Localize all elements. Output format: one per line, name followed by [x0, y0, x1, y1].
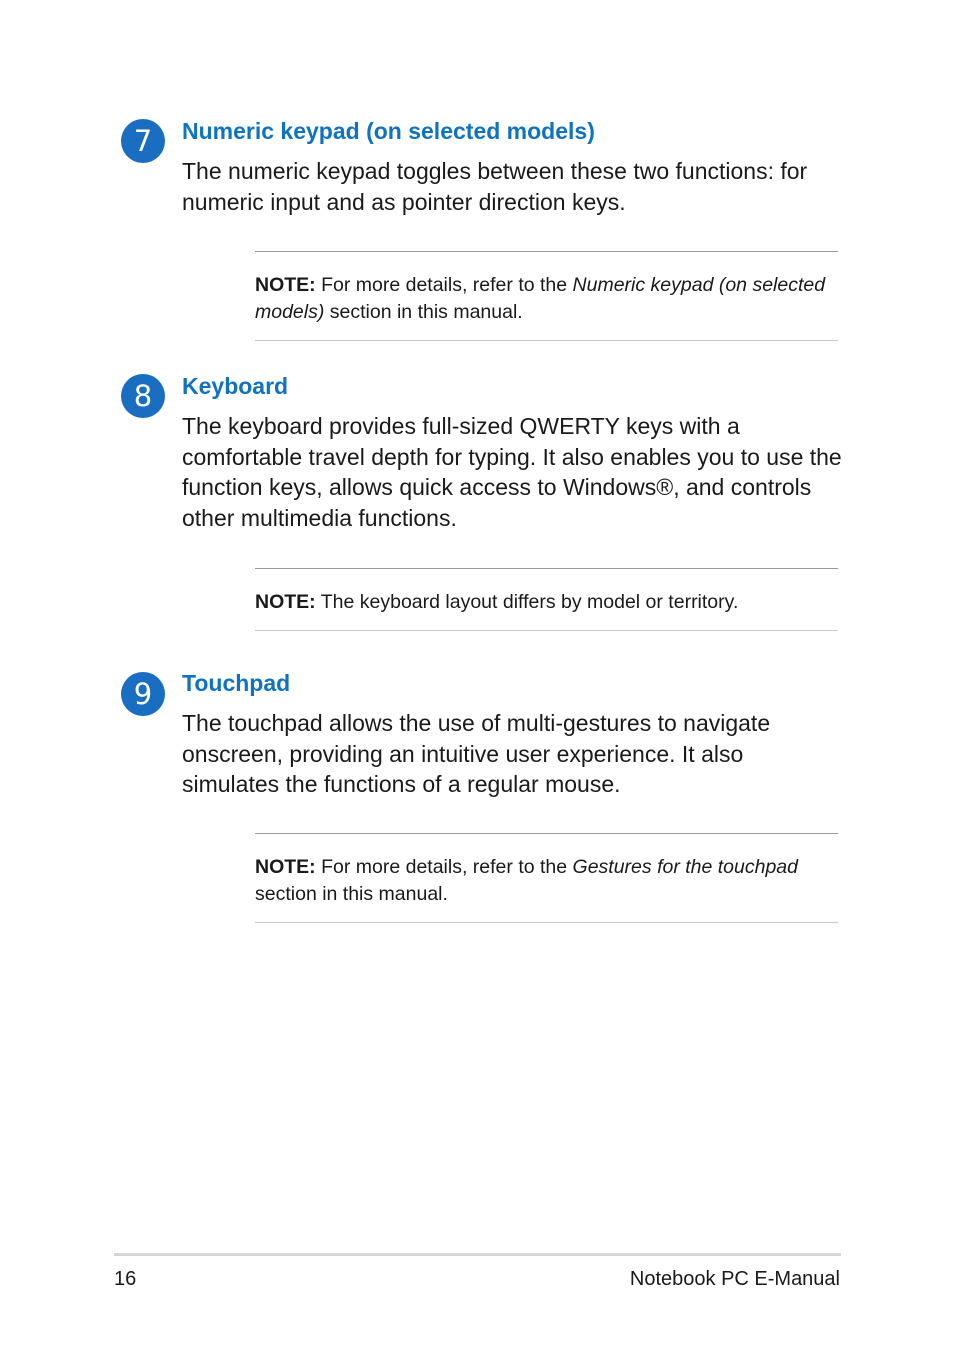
note-text: section in this manual. — [255, 883, 448, 905]
note-box-keyboard — [255, 568, 838, 631]
note-text: For more details, refer to the — [315, 274, 573, 296]
footer-divider — [114, 1253, 841, 1256]
section-body-numeric-keypad: The numeric keypad toggles between these two functions: for numeric input and as pointer direction keys. — [182, 158, 808, 215]
document-title: Notebook PC E-Manual — [629, 1268, 840, 1290]
note-label: NOTE: — [255, 274, 316, 296]
note-label: NOTE: — [255, 591, 316, 613]
note-label: NOTE: — [255, 856, 316, 878]
note-text: section in this manual. — [324, 301, 523, 323]
note-reference: Gestures for the touchpad — [572, 856, 798, 878]
section-body-keyboard: The keyboard provides full-sized QWERTY keys with a comfortable travel depth for typing. It also enables you to use the function keys, allows quick access to Windows®, and controls other multimedia functions. — [182, 413, 842, 531]
note-text: The keyboard layout differs by model or territory. — [315, 591, 739, 613]
section-title-keyboard: Keyboard — [182, 373, 289, 399]
note-text: For more details, refer to the — [315, 856, 573, 878]
section-number-badge: 7 — [121, 119, 165, 163]
page-number: 16 — [114, 1268, 137, 1290]
note-box-touchpad — [255, 833, 838, 923]
section-title-touchpad: Touchpad — [182, 670, 291, 696]
section-body-touchpad: The touchpad allows the use of multi-gestures to navigate onscreen, providing an intuitive user experience. It also simulates the functions of a regular mouse. — [182, 710, 771, 797]
section-number-badge: 9 — [121, 672, 165, 716]
section-number-badge: 8 — [121, 374, 165, 418]
section-title-numeric-keypad: Numeric keypad (on selected models) — [182, 118, 595, 144]
note-box-numeric-keypad — [255, 251, 838, 341]
note-reference: Numeric keypad (on selected models) — [255, 274, 826, 323]
